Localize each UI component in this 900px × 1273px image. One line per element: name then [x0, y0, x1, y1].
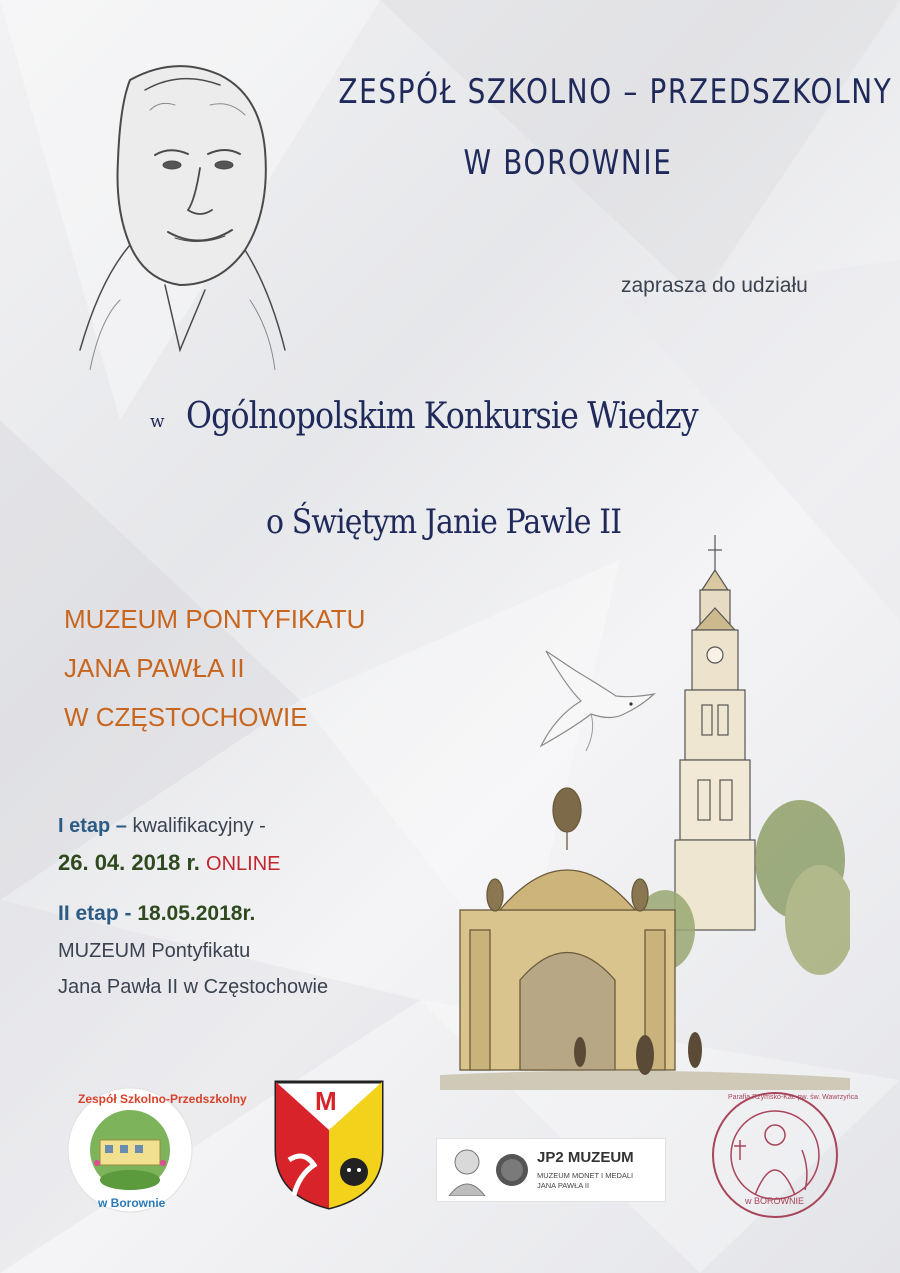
- stage1-line: [58, 815, 266, 838]
- school-logo-text: Zespół Szkolno-Przedszkolny: [78, 1092, 247, 1106]
- jasna-gora-sketch-icon: [440, 530, 850, 1090]
- contest-title-line1: Ogólnopolskim Konkursie Wiedzy: [186, 396, 698, 437]
- museum-line3: W CZĘSTOCHOWIE: [64, 702, 308, 732]
- contest-prefix: w: [150, 412, 165, 432]
- school-logo-bottom: w Borownie: [98, 1196, 166, 1210]
- stage1-label: I etap –: [58, 815, 127, 837]
- stage2-line: [58, 902, 255, 926]
- medal-icon: [495, 1153, 529, 1187]
- invite-text: zaprasza do udziału: [621, 274, 808, 297]
- stage2-date: 18.05.2018r.: [137, 902, 256, 925]
- stage1-date-line: [58, 850, 281, 876]
- stage1-mode: ONLINE: [206, 853, 281, 875]
- parish-stamp-bottom: w BOROWNIE: [745, 1196, 805, 1206]
- contest-title-line2: o Świętym Janie Pawle II: [266, 502, 622, 542]
- school-name-line2: W BOROWNIE: [463, 143, 673, 183]
- school-name-line1: ZESPÓŁ SZKOLNO – PRZEDSZKOLNY: [338, 72, 893, 112]
- stage1-date: 26. 04. 2018 r.: [58, 850, 200, 875]
- stage1-type: kwalifikacyjny -: [132, 815, 266, 837]
- jp2-museum-title: JP2 MUZEUM: [537, 1149, 634, 1166]
- jp2-museum-sub2: JANA PAWŁA II: [537, 1181, 590, 1190]
- stage2-place-line1: MUZEUM Pontyfikatu: [58, 940, 251, 962]
- jp2-museum-logo: [436, 1138, 666, 1202]
- pope-thumbnail-icon: [445, 1144, 489, 1196]
- stage2-label: II etap -: [58, 902, 132, 925]
- jp2-museum-sub1: MUZEUM MONET I MEDALI: [537, 1171, 634, 1180]
- parish-stamp-text: Parafia Rzymsko-Kat. pw. św. Wawrzyńca: [728, 1094, 859, 1101]
- pope-portrait-sketch-icon: [60, 50, 290, 370]
- museum-line1: MUZEUM PONTYFIKATU: [64, 604, 366, 634]
- stage2-place-line2: Jana Pawła II w Częstochowie: [58, 976, 329, 998]
- museum-line2: JANA PAWŁA II: [64, 653, 245, 683]
- coat-of-arms-letter: M: [315, 1086, 337, 1116]
